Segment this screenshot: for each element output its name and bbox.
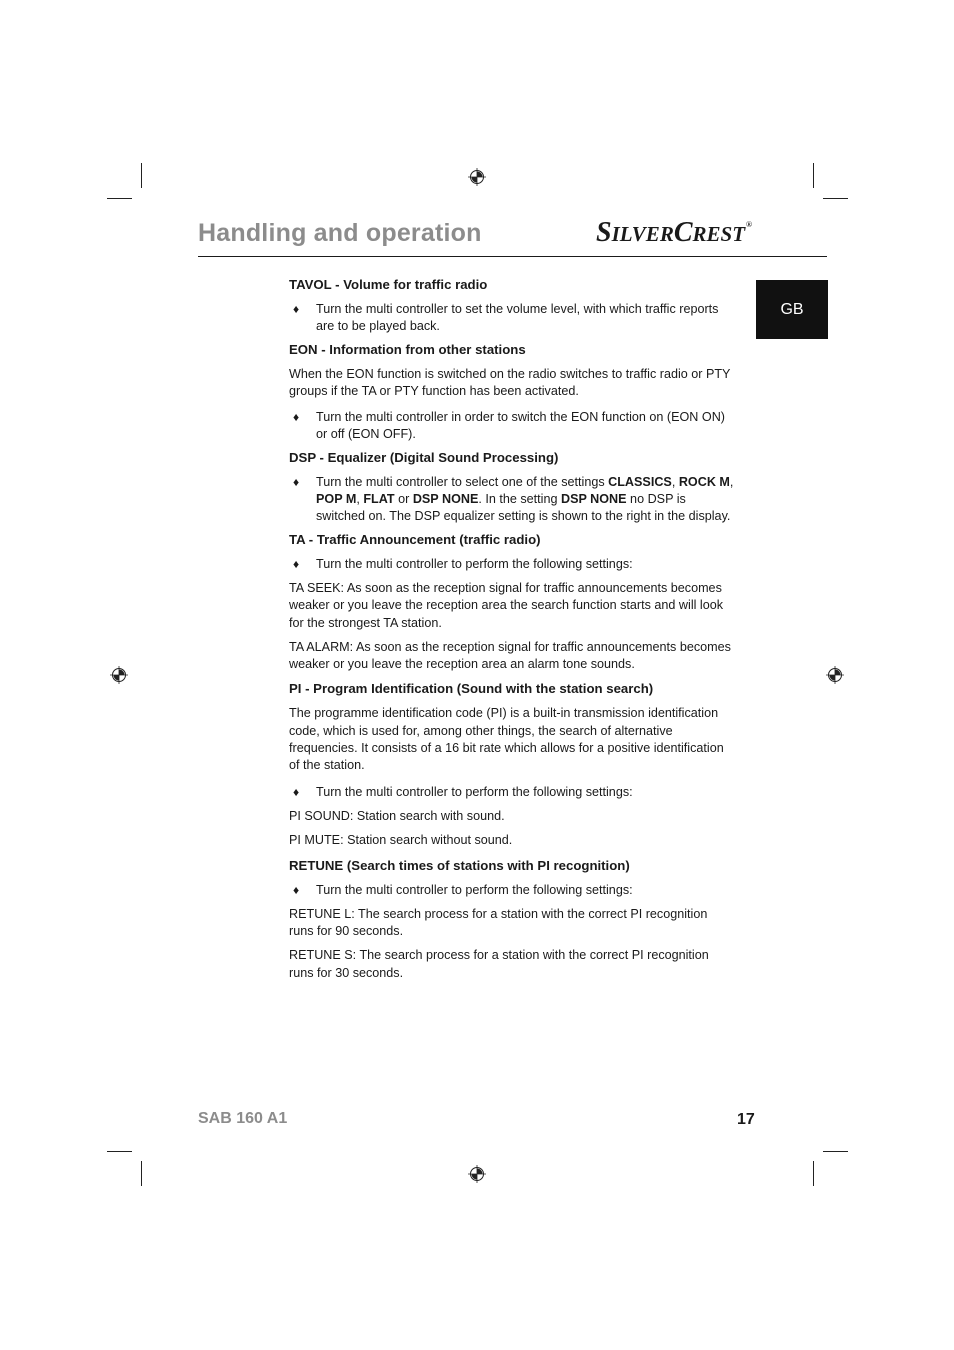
registration-mark-icon — [468, 168, 486, 186]
section-heading: RETUNE (Search times of stations with PI recognition) — [289, 857, 630, 873]
paragraph: RETUNE L: The search process for a station with the correct PI recognition runs for 90 seconds. — [289, 906, 708, 939]
paragraph: The programme identification code (PI) is a built-in transmission identification code, which is used for, among other things, the search of alternative frequencies. It consists of a 16 bit rate which allows for a positive identification of the station. — [289, 706, 724, 773]
footer-model-number: SAB 160 A1 — [198, 1110, 288, 1127]
language-tab — [756, 280, 828, 339]
bullet-item — [289, 882, 734, 899]
setting-name: CLASSICS — [608, 474, 672, 489]
paragraph: TA ALARM: As soon as the reception signal for traffic announcements becomes weaker or you leave the reception area an alarm tone sounds. — [289, 639, 731, 672]
setting-name: POP M — [316, 492, 357, 507]
header-rule — [198, 256, 827, 257]
crop-mark — [107, 1151, 132, 1152]
bullet-text — [316, 475, 733, 524]
setting-name: DSP NONE — [561, 492, 627, 507]
bullet-item — [289, 409, 734, 444]
text-run: . In the setting — [478, 492, 561, 507]
main-content — [289, 276, 734, 989]
crop-mark — [107, 198, 132, 199]
text-run: or — [394, 492, 413, 507]
paragraph: PI MUTE: Station search without sound. — [289, 833, 513, 848]
bullet-text: Turn the multi controller to perform the following settings: — [316, 556, 633, 571]
bullet-item — [289, 474, 734, 526]
bullet-diamond-icon: ♦ — [293, 410, 300, 425]
crop-mark — [141, 1161, 142, 1186]
section-heading: DSP - Equalizer (Digital Sound Processing) — [289, 449, 559, 465]
setting-name: FLAT — [363, 492, 395, 507]
crop-mark — [813, 163, 814, 188]
brand-text: REST — [692, 222, 746, 246]
bullet-item — [289, 556, 734, 573]
paragraph: RETUNE S: The search process for a station with the correct PI recognition runs for 30 seconds. — [289, 948, 709, 980]
brand-initial: C — [673, 217, 693, 248]
text-run: no DSP is switched on. The DSP equalizer setting is shown to the right in the display. — [316, 492, 731, 524]
setting-name: DSP NONE — [412, 492, 479, 507]
brand-logo — [596, 219, 752, 247]
page-number: 17 — [737, 1111, 755, 1128]
bullet-text: Turn the multi controller in order to switch the EON function on (EON ON) or off (EON OFF). — [316, 410, 725, 442]
paragraph: TA SEEK: As soon as the reception signal for traffic announcements becomes weaker or you leave the reception area the search function starts and will look for the strongest TA station. — [289, 580, 724, 630]
crop-mark — [823, 198, 848, 199]
section-heading: PI - Program Identification (Sound with the station search) — [289, 681, 654, 697]
text-run: , — [671, 474, 679, 489]
crop-mark — [823, 1151, 848, 1152]
page-header-title: Handling and operation — [198, 219, 482, 247]
text-run: , — [356, 492, 364, 507]
paragraph: When the EON function is switched on the radio switches to traffic radio or PTY groups if the TA or PTY function has been activated. — [289, 366, 731, 398]
text-run: , — [729, 474, 734, 489]
bullet-diamond-icon: ♦ — [293, 882, 300, 897]
crop-mark — [813, 1161, 814, 1186]
bullet-diamond-icon: ♦ — [293, 474, 300, 489]
registration-mark-icon — [110, 666, 128, 684]
registered-mark: ® — [746, 220, 753, 229]
section-heading: EON - Information from other stations — [289, 341, 526, 357]
bullet-diamond-icon: ♦ — [293, 302, 300, 316]
crop-mark — [141, 163, 142, 188]
bullet-diamond-icon: ♦ — [293, 784, 300, 799]
brand-initial: S — [596, 217, 612, 248]
registration-mark-icon — [468, 1165, 486, 1183]
section-heading: TAVOL - Volume for traffic radio — [289, 277, 488, 292]
text-run: Turn the multi controller to select one of the settings — [316, 474, 609, 489]
brand-text: ILVER — [611, 222, 674, 246]
paragraph: PI SOUND: Station search with sound. — [289, 808, 505, 823]
bullet-text: Turn the multi controller to perform the following settings: — [316, 784, 633, 799]
bullet-item — [289, 301, 734, 336]
bullet-text: Turn the multi controller to perform the following settings: — [316, 882, 633, 897]
language-tab-label: GB — [780, 300, 804, 318]
section-heading: TA - Traffic Announcement (traffic radio) — [289, 531, 541, 547]
registration-mark-icon — [826, 666, 844, 684]
setting-name: ROCK M — [678, 474, 730, 489]
bullet-diamond-icon: ♦ — [293, 556, 300, 571]
bullet-item — [289, 784, 734, 801]
bullet-text: Turn the multi controller to set the volume level, with which traffic reports are to be played back. — [316, 302, 719, 334]
